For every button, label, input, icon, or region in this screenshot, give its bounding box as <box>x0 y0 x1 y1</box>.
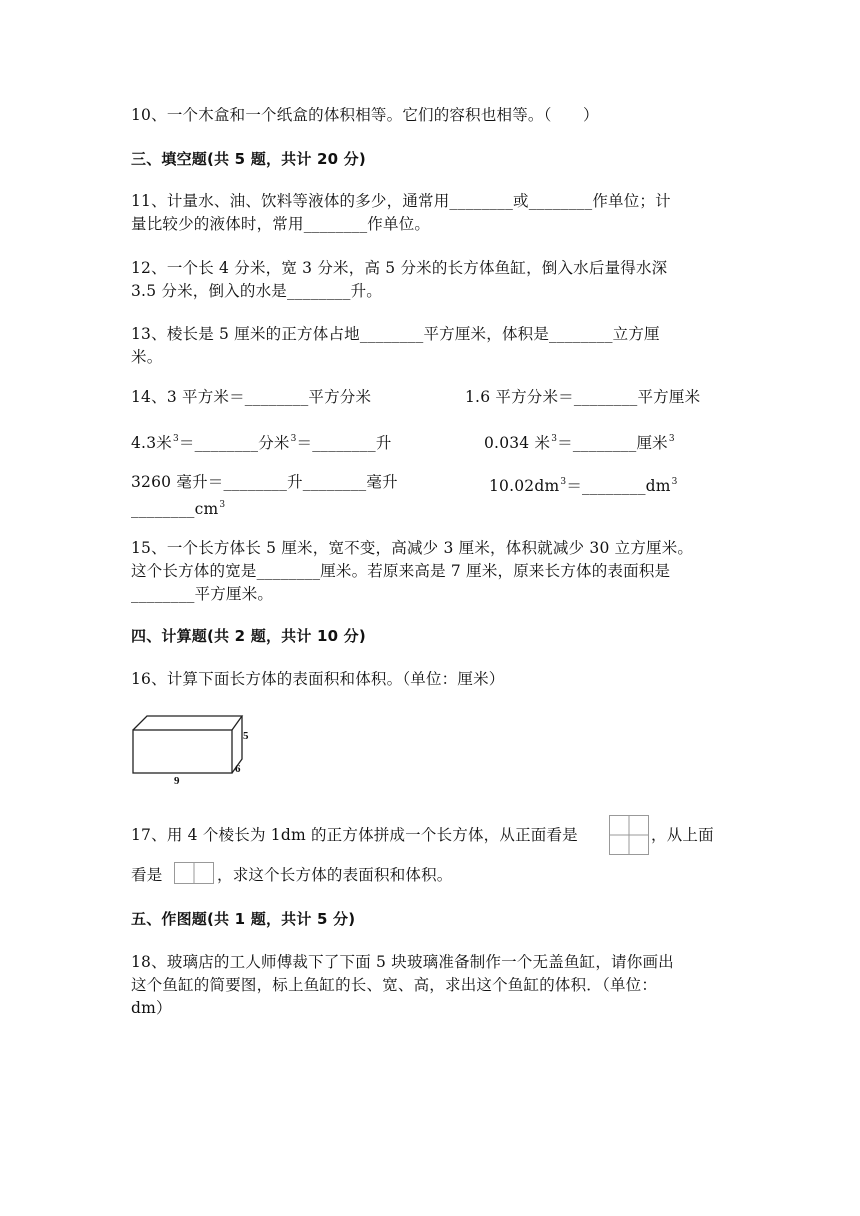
question-12-line2: 3.5 分米，倒入的水是________升。 <box>131 282 382 300</box>
question-15-line1: 15、一个长方体长 5 厘米，宽不变，高减少 3 厘米，体积就减少 30 立方厘米。 <box>131 539 694 557</box>
top-view-grid <box>174 862 214 884</box>
q14c-sup2: 3 <box>290 434 297 444</box>
cuboid-front-face <box>133 730 232 773</box>
question-13-line2: 米。 <box>131 348 163 366</box>
question-14-d <box>484 428 675 454</box>
q14c-mid: ＝________分米 <box>178 434 290 452</box>
cuboid-width-label: 6 <box>235 763 241 775</box>
question-14-a: 14、3 平方米＝________平方分米 <box>131 388 372 406</box>
question-18-line1: 18、玻璃店的工人师傅裁下了下面 5 块玻璃准备制作一个无盖鱼缸，请你画出 <box>131 953 674 971</box>
question-14-e: 3260 毫升＝________升________毫升 <box>131 473 398 491</box>
question-14-f <box>489 471 678 497</box>
question-18-line3: dm） <box>131 999 172 1017</box>
q17-part3: 看是 <box>131 866 163 884</box>
question-14-c <box>131 428 392 454</box>
question-10: 10、一个木盒和一个纸盒的体积相等。它们的容积也相等。（ ） <box>131 106 599 124</box>
front-view-grid <box>609 815 649 855</box>
q17-part4: ，求这个长方体的表面积和体积。 <box>217 866 453 884</box>
question-12-line1: 12、一个长 4 分米，宽 3 分米，高 5 分米的长方体鱼缸，倒入水后量得水深 <box>131 259 668 277</box>
cuboid-top-face <box>133 716 242 730</box>
question-15-line3: ________平方厘米。 <box>131 585 274 603</box>
q14c-sup: 3 <box>172 434 179 444</box>
question-17-line1 <box>131 824 578 846</box>
q14f-end: ＝________dm <box>566 477 671 495</box>
question-14-g <box>131 494 225 520</box>
q14g-sup: 3 <box>219 500 226 510</box>
question-15-line2: 这个长方体的宽是________厘米。若原来高是 7 厘米，原来长方体的表面积是 <box>131 562 671 580</box>
q14c-main: 4.3米 <box>131 434 172 452</box>
q17-part2: ，从上面 <box>651 826 714 844</box>
cuboid-height-label: 5 <box>243 730 249 742</box>
q14d-main: 0.034 米 <box>484 434 551 452</box>
q14f-sup: 3 <box>560 477 567 487</box>
front-view-figure <box>609 815 649 855</box>
question-16: 16、计算下面长方体的表面积和体积。（单位：厘米） <box>131 670 505 688</box>
question-11-line1: 11、计量水、油、饮料等液体的多少，通常用________或________作单位；计 <box>131 192 671 210</box>
section-heading-fill-in: 三、填空题(共 5 题，共计 20 分) <box>131 150 366 168</box>
q17-part1: 17、用 4 个棱长为 1dm 的正方体拼成一个长方体，从正面看是 <box>131 826 578 844</box>
cuboid-length-label: 9 <box>174 775 180 787</box>
question-18-line2: 这个鱼缸的简要图，标上鱼缸的长、宽、高，求出这个鱼缸的体积．（单位： <box>131 976 658 994</box>
q14d-sup2: 3 <box>668 434 675 444</box>
q14f-sup2: 3 <box>671 477 678 487</box>
cuboid-figure <box>130 712 250 792</box>
question-14-b: 1.6 平方分米＝________平方厘米 <box>465 388 701 406</box>
top-view-figure <box>174 862 214 884</box>
cuboid-drawing <box>130 712 250 792</box>
q14d-end: ＝________厘米 <box>557 434 668 452</box>
section-heading-drawing: 五、作图题(共 1 题，共计 5 分) <box>131 910 356 928</box>
q14c-end: ＝________升 <box>296 434 392 452</box>
section-heading-calculation: 四、计算题(共 2 题，共计 10 分) <box>131 627 366 645</box>
q14g-main: ________cm <box>131 500 219 518</box>
q14d-sup: 3 <box>551 434 558 444</box>
question-11-line2: 量比较少的液体时，常用________作单位。 <box>131 215 431 233</box>
q14f-main: 10.02dm <box>489 477 560 495</box>
question-13-line1: 13、棱长是 5 厘米的正方体占地________平方厘米，体积是________立方厘 <box>131 325 660 343</box>
